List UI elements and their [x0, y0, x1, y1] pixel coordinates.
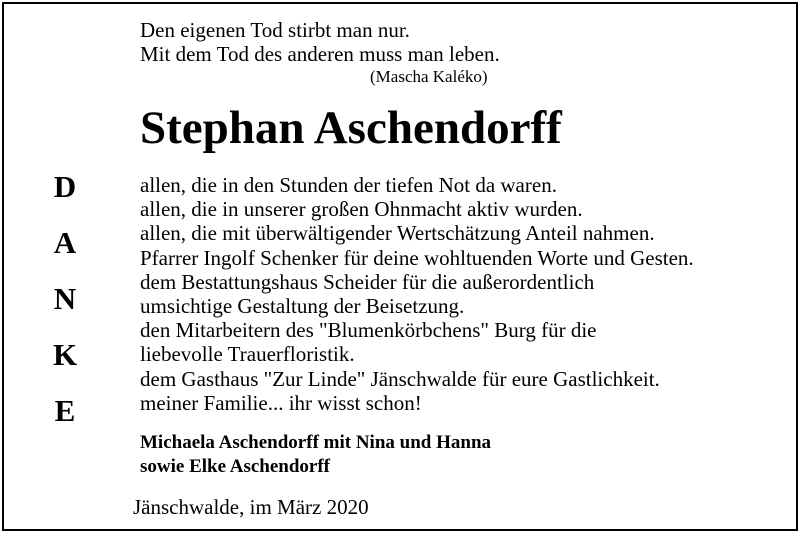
thanks-line: Pfarrer Ingolf Schenker für deine wohltuenden Worte und Gesten. — [140, 245, 694, 270]
signers — [140, 431, 491, 479]
danke-letter: D — [53, 169, 77, 204]
thanks-line: dem Bestattungshaus Scheider für die außerordentlich — [140, 269, 595, 294]
thanks-line: allen, die in den Stunden der tiefen Not da waren. — [140, 173, 557, 197]
danke-letter: K — [52, 337, 78, 372]
quote-author: (Mascha Kaléko) — [370, 67, 488, 86]
danke-letter: E — [54, 393, 76, 428]
epigraph-quote — [140, 18, 700, 66]
signer-line: Michaela Aschendorff mit Nina und Hanna — [140, 432, 492, 453]
thanks-line: liebevolle Trauerfloristik. — [140, 342, 355, 367]
place-and-date: Jänschwalde, im März 2020 — [133, 495, 369, 519]
thanks-line: allen, die in unserer großen Ohnmacht aktiv wurden. — [140, 197, 583, 222]
quote-line-1: Den eigenen Tod stirbt man nur. — [140, 18, 410, 42]
quote-line-2: Mit dem Tod des anderen muss man leben. — [140, 42, 500, 66]
thanks-line: meiner Familie... ihr wisst schon! — [140, 390, 422, 415]
thanks-line: den Mitarbeitern des "Blumenkörbchens" Burg für die — [140, 318, 597, 343]
thanks-line: dem Gasthaus "Zur Linde" Jänschwalde für eure Gastlichkeit. — [140, 366, 660, 391]
signer-line: sowie Elke Aschendorff — [140, 456, 330, 477]
deceased-name: Stephan Aschendorff — [140, 102, 562, 154]
thanks-line: allen, die mit überwältigender Wertschätzung Anteil nahmen. — [140, 221, 655, 246]
thanks-line: umsichtige Gestaltung der Beisetzung. — [140, 294, 465, 319]
danke-letter: A — [53, 225, 77, 260]
danke-letter: N — [53, 281, 77, 316]
thanks-list — [140, 173, 780, 415]
danke-vertical-heading — [47, 165, 83, 445]
